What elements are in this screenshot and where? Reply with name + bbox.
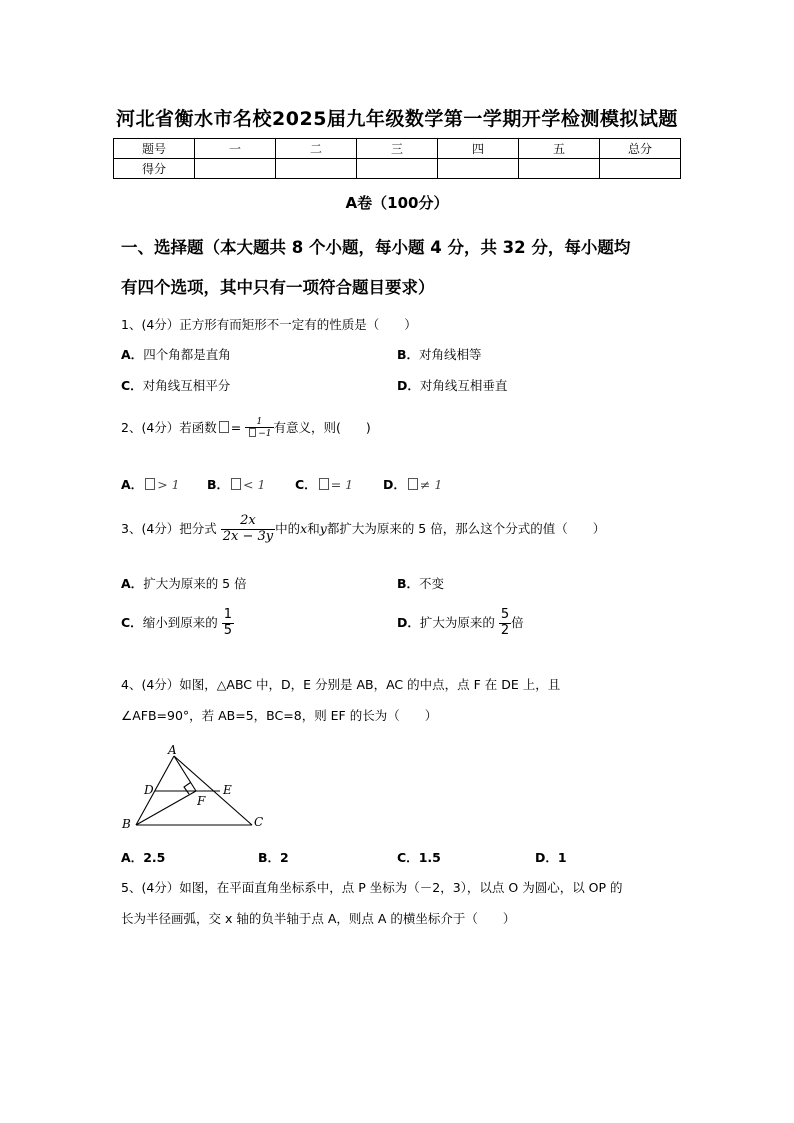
q3-var-y: y bbox=[319, 520, 327, 536]
section-heading-line2: 有四个选项，其中只有一项符合题目要求） bbox=[121, 278, 435, 297]
label-c: C bbox=[254, 815, 264, 829]
q3-option-c-numerator: 1 bbox=[223, 607, 232, 622]
q2-option-b bbox=[207, 475, 265, 493]
q3-option-d bbox=[397, 608, 524, 639]
score-header-cell: 三 bbox=[357, 139, 438, 159]
score-cell bbox=[438, 159, 519, 179]
q3-option-c bbox=[121, 608, 234, 639]
score-header-cell: 二 bbox=[276, 139, 357, 159]
score-header-cell: 五 bbox=[519, 139, 600, 159]
missing-glyph-box bbox=[319, 478, 329, 490]
q2-option-d bbox=[383, 475, 442, 493]
q5-stem-line1: 5、(4分）如图，在平面直角坐标系中，点 P 坐标为（－2，3），以点 O 为圆心，以 OP 的 bbox=[121, 880, 623, 895]
q3-mid2: 和 bbox=[307, 520, 320, 536]
q4-option-d bbox=[535, 848, 567, 866]
score-cell bbox=[519, 159, 600, 179]
missing-glyph-box bbox=[219, 421, 229, 433]
juan-title: A卷（100分） bbox=[345, 194, 449, 212]
q4-option-a-letter: A． bbox=[121, 850, 144, 865]
q3-stem bbox=[121, 514, 605, 545]
q3-option-b-text: 不变 bbox=[419, 576, 445, 591]
q3-fraction-numerator: 2x bbox=[221, 514, 275, 530]
q4-option-b bbox=[258, 848, 289, 866]
score-row-label: 得分 bbox=[114, 159, 195, 179]
right-angle-mark bbox=[184, 783, 191, 795]
q2-option-b-letter: B． bbox=[207, 477, 230, 492]
q1-option-a bbox=[121, 345, 231, 363]
q2-equals: = bbox=[230, 419, 242, 435]
q1-option-b-letter: B． bbox=[397, 347, 420, 362]
label-e: E bbox=[223, 783, 232, 797]
q4-option-c-letter: C． bbox=[397, 850, 419, 865]
score-cell bbox=[357, 159, 438, 179]
q3-option-c-denominator: 5 bbox=[223, 622, 232, 638]
q4-option-d-text: 1 bbox=[557, 850, 567, 865]
q2-fraction-denominator: −1 bbox=[245, 428, 273, 439]
q2-option-c-text: = 1 bbox=[330, 477, 354, 492]
q4-option-c-text: 1.5 bbox=[418, 850, 441, 865]
q5-stem-line2: 长为半径画弧，交 x 轴的负半轴于点 A，则点 A 的横坐标介于（ ） bbox=[121, 911, 516, 926]
q3-option-b-letter: B． bbox=[397, 576, 420, 591]
q3-prefix: 3、(4分）把分式 bbox=[121, 520, 217, 536]
page-title: 河北省衡水市名校2025届九年级数学第一学期开学检测模拟试题 bbox=[116, 108, 678, 130]
q3-option-d-after: 倍 bbox=[511, 614, 524, 630]
q2-fraction bbox=[245, 417, 273, 440]
score-header-cell: 四 bbox=[438, 139, 519, 159]
label-a: A bbox=[168, 743, 177, 757]
q4-option-a-text: 2.5 bbox=[143, 850, 166, 865]
q3-fraction bbox=[221, 514, 275, 545]
q4-stem-line1: 4、(4分）如图，△ABC 中，D，E 分别是 AB，AC 的中点，点 F 在 DE 上，且 bbox=[121, 677, 561, 692]
q3-option-c-fraction bbox=[222, 608, 234, 639]
score-header-cell: 一 bbox=[195, 139, 276, 159]
q2-option-c bbox=[295, 475, 353, 493]
section-heading-line1: 一、选择题（本大题共 8 个小题，每小题 4 分，共 32 分，每小题均 bbox=[121, 238, 631, 257]
q1-option-c-text: 对角线互相平分 bbox=[142, 378, 231, 393]
q1-stem: 1、(4分）正方形有而矩形不一定有的性质是（ ） bbox=[121, 317, 417, 332]
label-f: F bbox=[197, 794, 206, 808]
q3-option-c-text: 缩小到原来的 bbox=[142, 614, 218, 630]
q3-option-d-numerator: 5 bbox=[500, 607, 510, 622]
missing-glyph-box bbox=[231, 478, 241, 490]
q1-option-a-letter: A． bbox=[121, 347, 144, 362]
q4-triangle-figure bbox=[110, 742, 280, 832]
q2-option-b-text: < 1 bbox=[243, 477, 266, 492]
q3-var-x: x bbox=[300, 520, 308, 536]
score-cell bbox=[276, 159, 357, 179]
q3-option-a-text: 扩大为原来的 5 倍 bbox=[143, 576, 247, 591]
missing-glyph-box bbox=[408, 478, 418, 490]
score-table-header-row bbox=[114, 139, 681, 159]
q1-option-d bbox=[397, 376, 507, 394]
q1-option-a-text: 四个角都是直角 bbox=[143, 347, 231, 362]
q3-option-b bbox=[397, 574, 444, 592]
q1-option-b-text: 对角线相等 bbox=[419, 347, 482, 362]
q4-option-a bbox=[121, 848, 165, 866]
q2-option-c-letter: C． bbox=[295, 477, 317, 492]
q3-option-d-letter: D． bbox=[397, 614, 420, 630]
q2-option-d-text: ≠ 1 bbox=[419, 477, 443, 492]
q4-option-b-text: 2 bbox=[280, 850, 289, 865]
q2-option-a-text: > 1 bbox=[157, 477, 180, 492]
q3-option-a bbox=[121, 574, 247, 592]
q1-option-b bbox=[397, 345, 482, 363]
q3-option-d-denominator: 2 bbox=[500, 622, 510, 638]
label-d: D bbox=[144, 783, 154, 797]
q2-prefix: 2、(4分）若函数 bbox=[121, 419, 217, 435]
q2-stem bbox=[121, 417, 371, 440]
score-cell bbox=[600, 159, 681, 179]
score-header-cell: 题号 bbox=[114, 139, 195, 159]
q3-suffix: 都扩大为原来的 5 倍，那么这个分式的值（ ） bbox=[326, 520, 606, 536]
q4-stem-line2: ∠AFB=90°，若 AB=5，BC=8，则 EF 的长为（ ） bbox=[121, 708, 438, 723]
q2-suffix: 有意义，则( ) bbox=[273, 419, 371, 435]
score-table bbox=[113, 138, 681, 179]
label-b: B bbox=[122, 817, 131, 831]
missing-glyph-box bbox=[145, 478, 155, 490]
q1-option-d-letter: D． bbox=[397, 378, 420, 393]
q3-fraction-denominator: 2x − 3y bbox=[222, 528, 274, 544]
score-header-cell: 总分 bbox=[600, 139, 681, 159]
q4-option-d-letter: D． bbox=[535, 850, 558, 865]
score-table-score-row bbox=[114, 159, 681, 179]
q3-option-d-fraction bbox=[499, 608, 511, 639]
score-cell bbox=[195, 159, 276, 179]
q3-mid1: 中的 bbox=[275, 520, 301, 536]
q1-option-d-text: 对角线互相垂直 bbox=[419, 378, 508, 393]
q3-option-d-text: 扩大为原来的 bbox=[419, 614, 495, 630]
q1-option-c bbox=[121, 376, 230, 394]
q2-fraction-numerator: 1 bbox=[245, 417, 273, 428]
q2-option-d-letter: D． bbox=[383, 477, 406, 492]
q4-option-b-letter: B． bbox=[258, 850, 281, 865]
q2-option-a-letter: A． bbox=[121, 477, 144, 492]
q2-option-a bbox=[121, 475, 180, 493]
q3-option-c-letter: C． bbox=[121, 614, 143, 630]
q1-option-c-letter: C． bbox=[121, 378, 143, 393]
q4-option-c bbox=[397, 848, 441, 866]
q3-option-a-letter: A． bbox=[121, 576, 144, 591]
missing-glyph-box bbox=[249, 428, 256, 437]
